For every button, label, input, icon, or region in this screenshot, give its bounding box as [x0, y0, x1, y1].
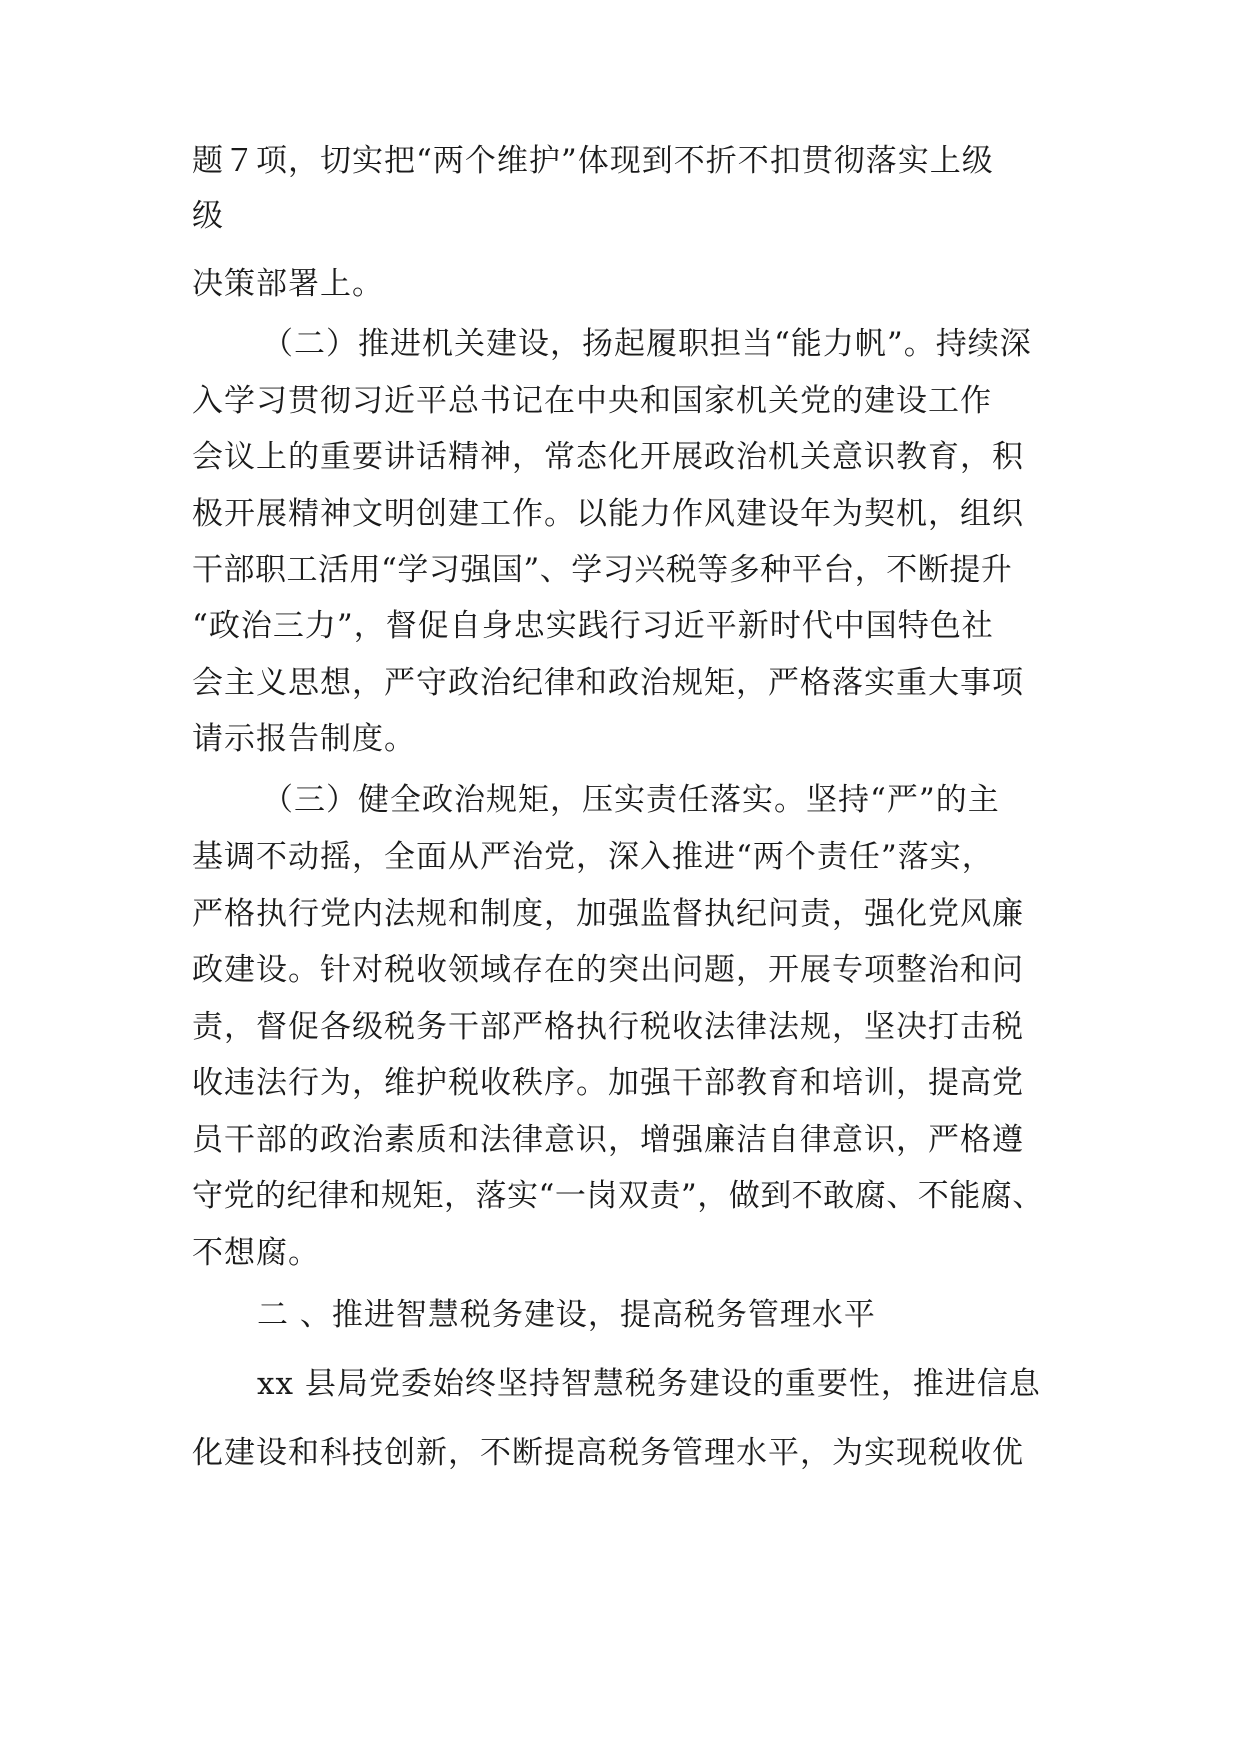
- text-line: “政治三力”，督促自身忠实践行习近平新时代中国特色社: [192, 608, 994, 644]
- text-line: 严格执行党内法规和制度，加强监督执纪问责，强化党风廉: [192, 896, 1024, 932]
- text-line: 政建设。针对税收领域存在的突出问题，开展专项整治和问: [192, 952, 1024, 988]
- text-line: 入学习贯彻习近平总书记在中央和国家机关党的建设工作: [192, 383, 992, 419]
- text-line: xx 县局党委始终坚持智慧税务建设的重要性，推进信息: [257, 1366, 1041, 1402]
- section-heading-three: （三）健全政治规矩，压实责任落实。坚持“严”的主: [262, 782, 1000, 818]
- text-line: 会主义思想，严守政治纪律和政治规矩，严格落实重大事项: [192, 665, 1024, 701]
- text-line: 收违法行为，维护税收秩序。加强干部教育和培训，提高党: [192, 1065, 1024, 1101]
- text-line: 基调不动摇，全面从严治党，深入推进“两个责任”落实，: [192, 839, 994, 875]
- text-line: 决策部署上。: [192, 266, 384, 302]
- text-line: 化建设和科技创新，不断提高税务管理水平，为实现税收优: [192, 1435, 1024, 1471]
- text-line: 会议上的重要讲话精神，常态化开展政治机关意识教育，积: [192, 439, 1024, 475]
- text-line: 请示报告制度。: [192, 721, 416, 757]
- text-line: 级: [192, 198, 224, 234]
- text-line: 责，督促各级税务干部严格执行税收法律法规，坚决打击税: [192, 1009, 1024, 1045]
- text-line: 守党的纪律和规矩，落实“一岗双责”，做到不敢腐、不能腐、: [192, 1178, 1044, 1214]
- section-heading-two: （二）推进机关建设，扬起履职担当“能力帆”。持续深: [262, 326, 1032, 362]
- section-heading-chapter-two: 二 、推进智慧税务建设，提高税务管理水平: [257, 1297, 876, 1333]
- text-line: 题７项，切实把“两个维护”体现到不折不扣贯彻落实上级: [192, 143, 994, 179]
- text-line: 干部职工活用“学习强国”、学习兴税等多种平台，不断提升: [192, 552, 1013, 588]
- text-line: 员干部的政治素质和法律意识，增强廉洁自律意识，严格遵: [192, 1122, 1024, 1158]
- text-line: 不想腐。: [192, 1235, 320, 1271]
- text-line: 极开展精神文明创建工作。以能力作风建设年为契机，组织: [192, 496, 1024, 532]
